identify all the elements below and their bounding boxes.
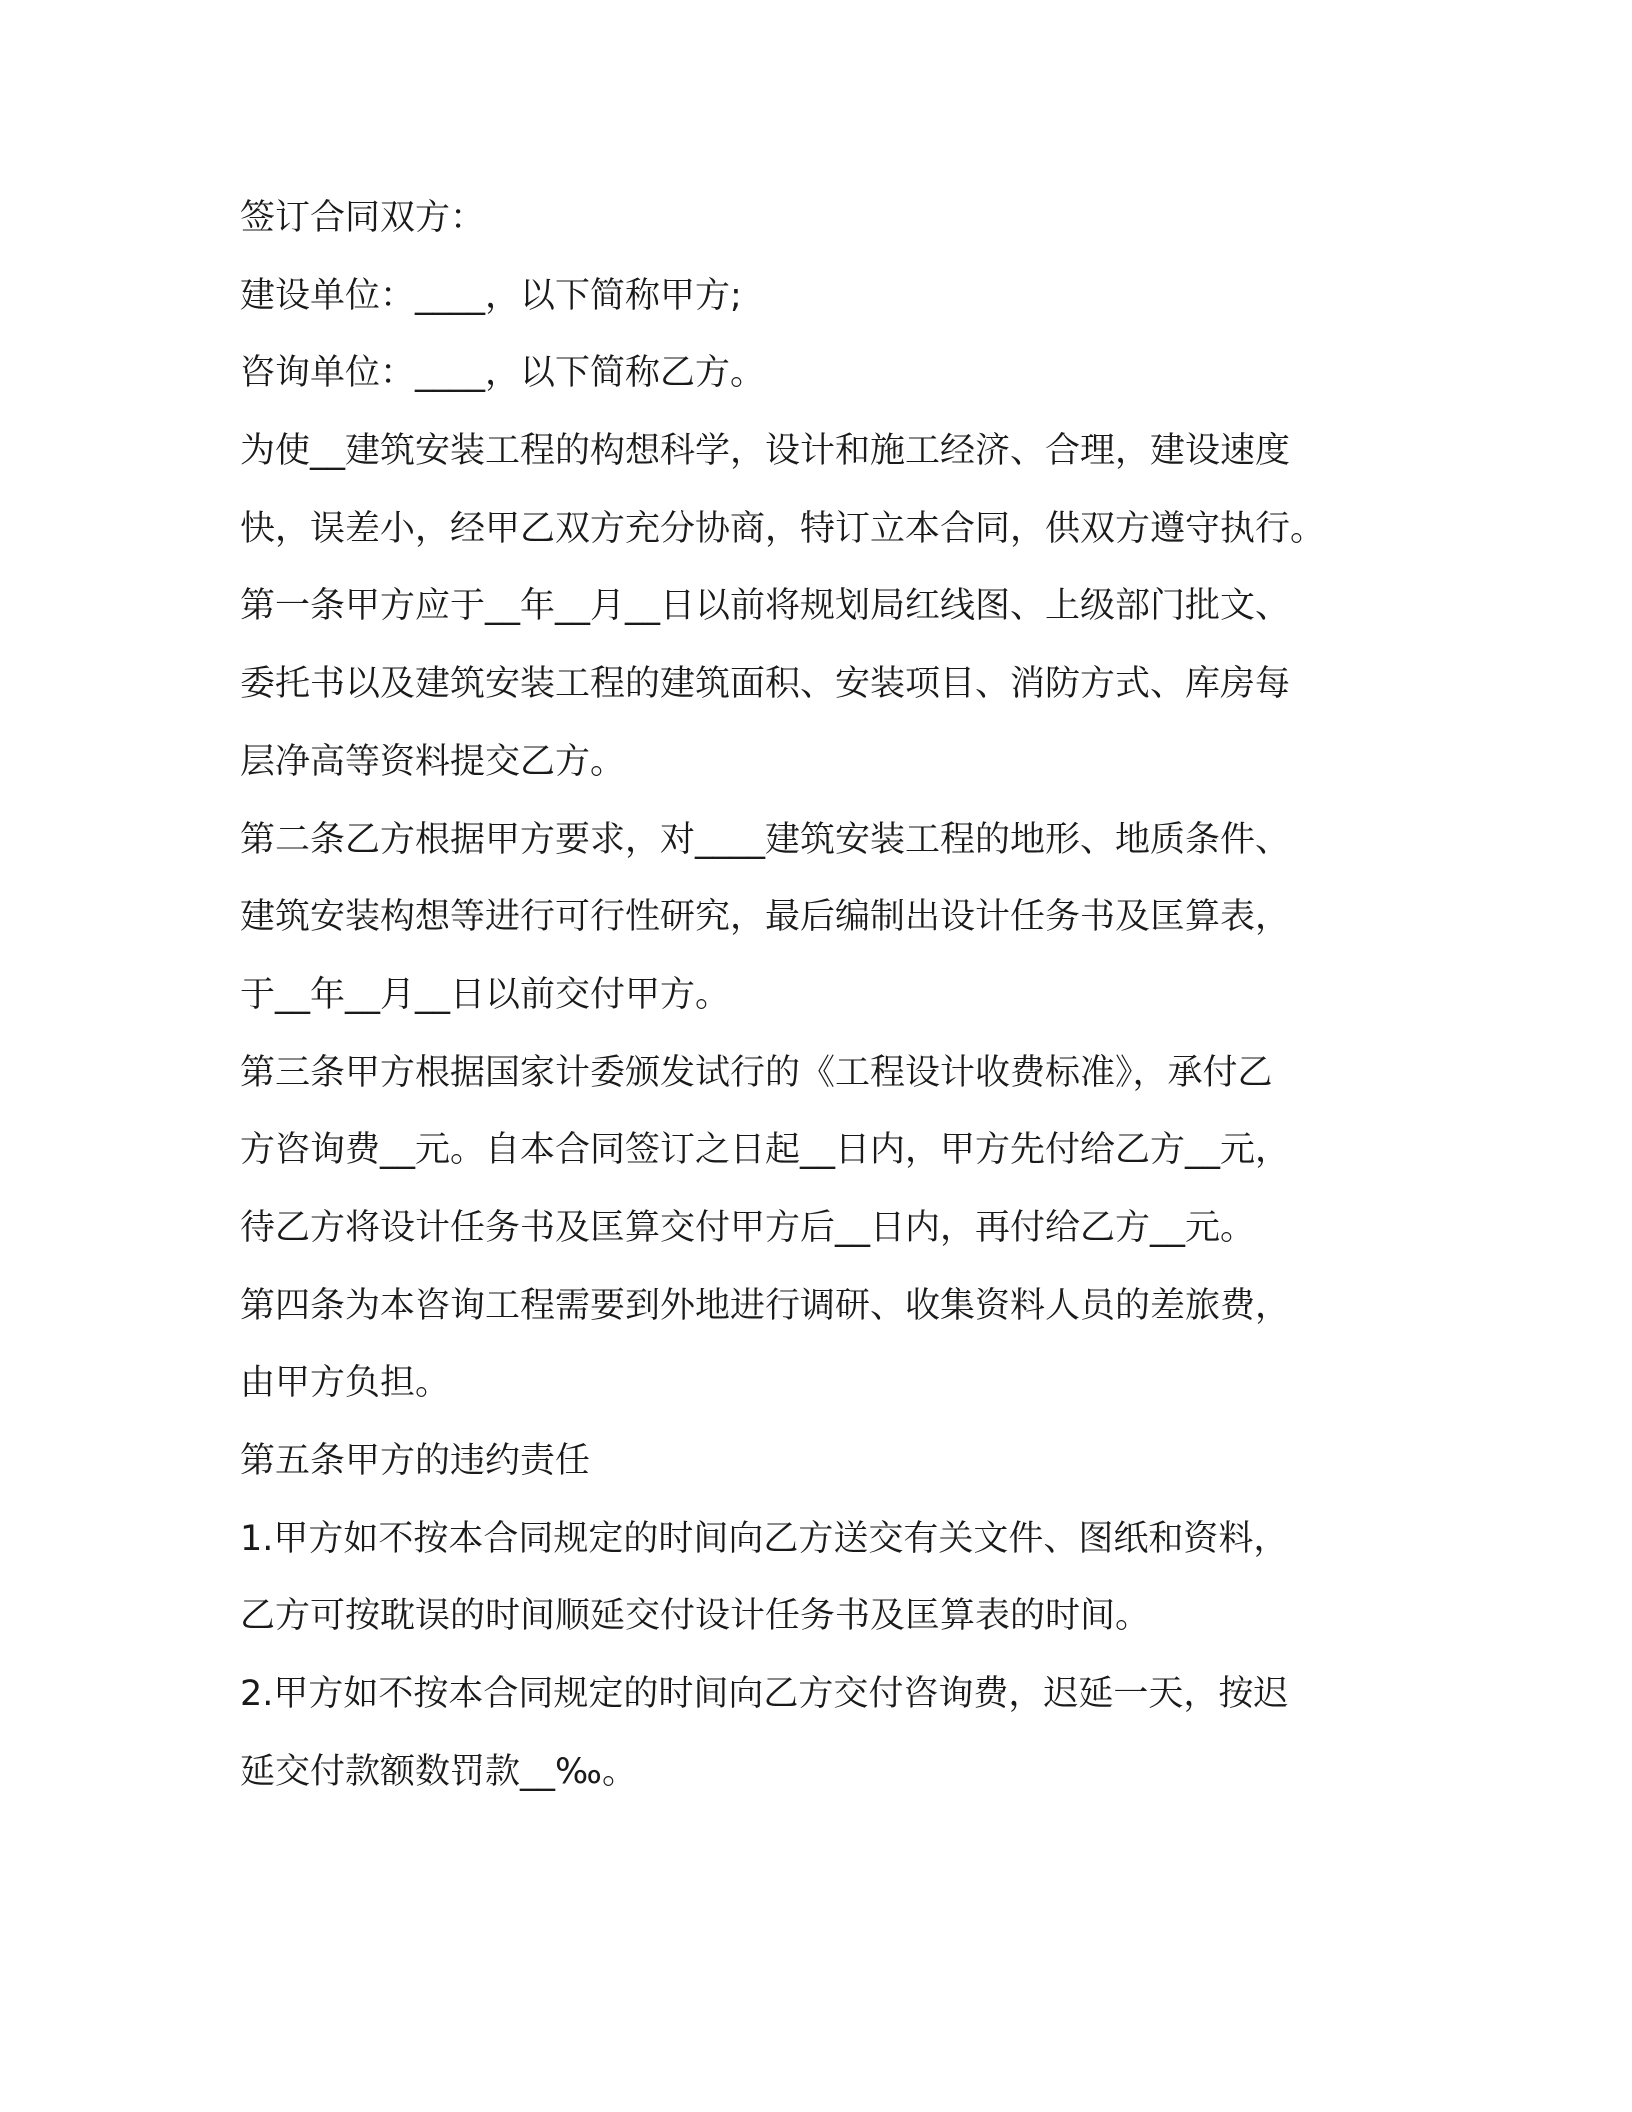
party-consulting-unit: 咨询单位：____，以下简称乙方。 <box>240 353 766 394</box>
article-3-line-2: 方咨询费__元。自本合同签订之日起__日内，甲方先付给乙方__元， <box>240 1130 1291 1171</box>
article-5-clause-1-line-1: 1.甲方如不按本合同规定的时间向乙方送交有关文件、图纸和资料， <box>240 1518 1289 1559</box>
article-1-line-2: 委托书以及建筑安装工程的建筑面积、安装项目、消防方式、库房每 <box>240 664 1291 705</box>
article-3-line-1: 第三条甲方根据国家计委颁发试行的《工程设计收费标准》，承付乙 <box>240 1052 1273 1093</box>
article-5-clause-1-line-2: 乙方可按耽误的时间顺延交付设计任务书及匡算表的时间。 <box>240 1596 1151 1637</box>
preamble-line-1: 为使__建筑安装工程的构想科学，设计和施工经济、合理，建设速度 <box>240 431 1291 472</box>
party-construction-unit: 建设单位：____，以下简称甲方; <box>240 275 742 316</box>
preamble-line-2: 快，误差小，经甲乙双方充分协商，特订立本合同，供双方遵守执行。 <box>240 508 1326 549</box>
article-4-line-2: 由甲方负担。 <box>240 1363 451 1404</box>
heading-parties: 签订合同双方： <box>240 198 486 238</box>
article-2-line-2: 建筑安装构想等进行可行性研究，最后编制出设计任务书及匡算表， <box>240 897 1291 938</box>
article-2-line-1: 第二条乙方根据甲方要求，对____建筑安装工程的地形、地质条件、 <box>240 819 1291 860</box>
contract-text <box>240 180 1420 1811</box>
article-2-line-3: 于__年__月__日以前交付甲方。 <box>240 974 731 1015</box>
article-4-line-1: 第四条为本咨询工程需要到外地进行调研、收集资料人员的差旅费， <box>240 1285 1291 1326</box>
article-5-clause-2-line-2: 延交付款额数罚款__‰。 <box>240 1751 637 1792</box>
article-5-heading: 第五条甲方的违约责任 <box>240 1441 591 1481</box>
article-1-line-3: 层净高等资料提交乙方。 <box>240 741 626 782</box>
article-3-line-3: 待乙方将设计任务书及匡算交付甲方后__日内，再付给乙方__元。 <box>240 1207 1256 1248</box>
article-5-clause-2-line-1: 2.甲方如不按本合同规定的时间向乙方交付咨询费，迟延一天，按迟 <box>240 1674 1289 1715</box>
article-1-line-1: 第一条甲方应于__年__月__日以前将规划局红线图、上级部门批文、 <box>240 586 1291 627</box>
